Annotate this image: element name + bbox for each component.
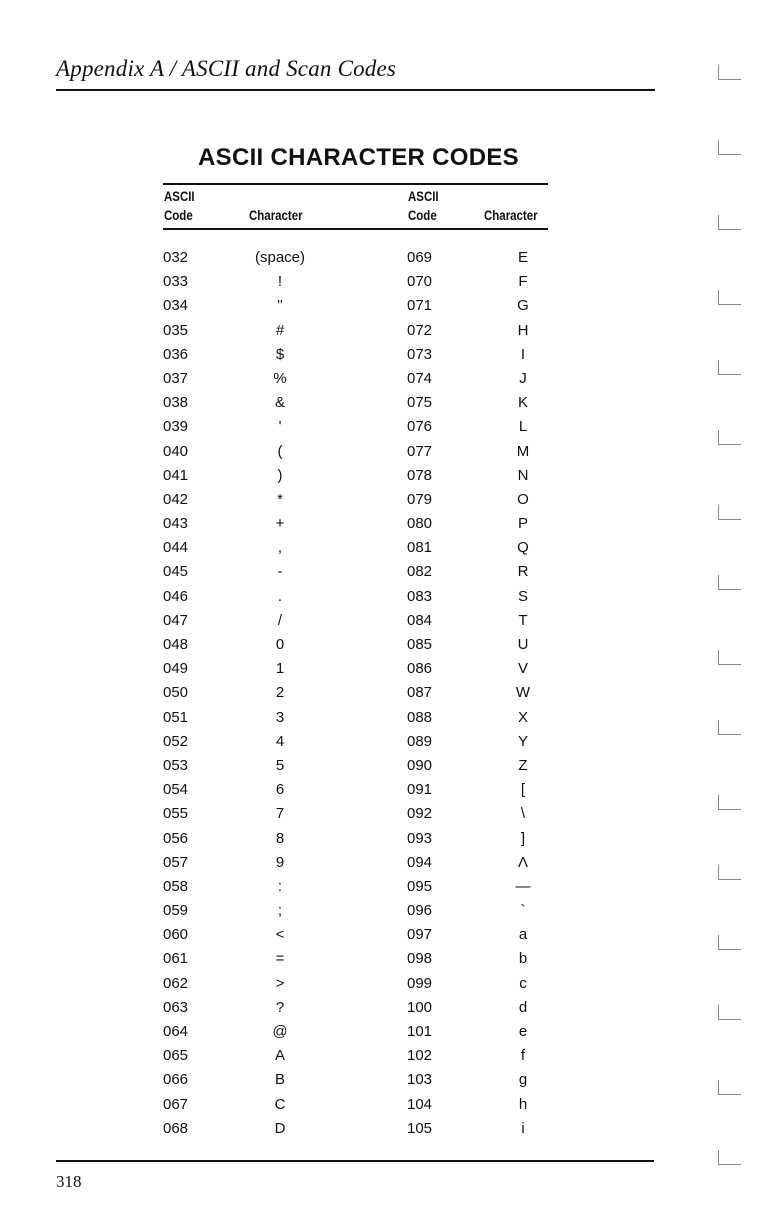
ascii-code-cell: 055 xyxy=(163,805,189,823)
character-cell: h xyxy=(518,1095,528,1113)
ascii-code-cell: 035 xyxy=(163,321,189,339)
character-cell: W xyxy=(515,684,531,702)
ascii-code-cell: 056 xyxy=(163,829,189,847)
table-header-rule xyxy=(163,228,548,230)
character-cell: C xyxy=(274,1095,286,1113)
header-right-code-line1: ASCII xyxy=(408,188,439,204)
character-cell: 1 xyxy=(275,660,285,678)
table-row xyxy=(0,901,768,925)
character-cell: Z xyxy=(518,756,528,774)
character-cell: G xyxy=(517,297,529,315)
character-cell: * xyxy=(277,490,283,508)
character-cell: \ xyxy=(520,805,526,823)
character-cell: B xyxy=(274,1071,285,1089)
table-row xyxy=(0,925,768,949)
character-cell: T xyxy=(518,611,528,629)
character-cell: ) xyxy=(277,466,283,484)
character-cell: c xyxy=(519,974,527,992)
character-cell: i xyxy=(521,1119,525,1137)
character-cell: 3 xyxy=(275,708,285,726)
ascii-code-cell: 104 xyxy=(407,1095,433,1113)
character-cell: 6 xyxy=(275,781,285,799)
table-row xyxy=(0,1119,768,1143)
ascii-table-body xyxy=(0,248,768,1143)
ascii-code-cell: 074 xyxy=(407,369,433,387)
ascii-code-cell: 087 xyxy=(407,684,433,702)
table-row xyxy=(0,974,768,998)
ascii-code-cell: 057 xyxy=(163,853,189,871)
character-cell: / xyxy=(277,611,283,629)
ascii-code-cell: 060 xyxy=(163,926,189,944)
ascii-code-cell: 049 xyxy=(163,660,189,678)
ascii-code-cell: 075 xyxy=(407,394,433,412)
character-cell: ` xyxy=(520,902,526,920)
character-cell: Q xyxy=(517,539,529,557)
footer-rule xyxy=(56,1160,654,1162)
ascii-code-cell: 085 xyxy=(407,636,433,653)
ascii-code-cell: 069 xyxy=(407,249,433,266)
table-row xyxy=(0,345,768,369)
ascii-code-cell: 032 xyxy=(163,249,189,266)
ascii-code-cell: 083 xyxy=(407,587,433,605)
ascii-code-cell: 046 xyxy=(163,587,189,605)
header-right-character: Character xyxy=(484,207,538,223)
ascii-code-cell: 094 xyxy=(407,853,433,871)
character-cell: d xyxy=(518,998,528,1016)
ascii-code-cell: 044 xyxy=(163,539,189,557)
ascii-code-cell: 034 xyxy=(163,297,189,315)
character-cell: @ xyxy=(272,1023,288,1040)
ascii-code-cell: 103 xyxy=(407,1071,433,1089)
character-cell: 2 xyxy=(275,684,285,702)
character-cell: f xyxy=(520,1047,526,1065)
table-row xyxy=(0,611,768,635)
table-row xyxy=(0,393,768,417)
ascii-code-cell: 084 xyxy=(407,611,433,629)
ascii-code-cell: 050 xyxy=(163,684,189,702)
ascii-code-cell: 045 xyxy=(163,563,189,581)
character-cell: R xyxy=(517,563,529,581)
character-cell: $ xyxy=(275,345,285,363)
table-row xyxy=(0,321,768,345)
ascii-code-cell: 095 xyxy=(407,877,433,895)
ascii-code-cell: 033 xyxy=(163,273,189,291)
character-cell: 7 xyxy=(275,805,285,823)
ascii-code-cell: 080 xyxy=(407,515,433,533)
ascii-code-cell: 096 xyxy=(407,902,433,920)
table-row xyxy=(0,248,768,272)
table-row xyxy=(0,1046,768,1070)
character-cell: b xyxy=(518,950,528,968)
table-top-rule xyxy=(163,183,548,185)
header-left-character: Character xyxy=(249,207,303,223)
table-row xyxy=(0,659,768,683)
ascii-code-cell: 064 xyxy=(163,1023,189,1040)
table-row xyxy=(0,442,768,466)
ascii-code-cell: 067 xyxy=(163,1095,189,1113)
character-cell: I xyxy=(520,345,526,363)
header-rule xyxy=(56,89,655,91)
character-cell: 0 xyxy=(275,636,285,653)
character-cell: ? xyxy=(275,998,285,1016)
running-header: Appendix A / ASCII and Scan Codes xyxy=(56,56,397,81)
character-cell: ; xyxy=(277,902,283,920)
ascii-code-cell: 052 xyxy=(163,732,189,750)
character-cell: g xyxy=(518,1071,528,1089)
character-cell: . xyxy=(277,587,283,605)
table-row xyxy=(0,296,768,320)
character-cell: Y xyxy=(517,732,528,750)
ascii-code-cell: 054 xyxy=(163,781,189,799)
character-cell: K xyxy=(517,394,528,412)
character-cell: , xyxy=(277,539,283,557)
ascii-code-cell: 102 xyxy=(407,1047,433,1065)
header-right-code-line2: Code xyxy=(408,207,437,223)
table-row xyxy=(0,635,768,659)
ascii-code-cell: 038 xyxy=(163,394,189,412)
character-cell: U xyxy=(517,636,529,653)
table-row xyxy=(0,708,768,732)
ascii-code-cell: 099 xyxy=(407,974,433,992)
character-cell: 9 xyxy=(275,853,285,871)
ascii-code-cell: 047 xyxy=(163,611,189,629)
table-row xyxy=(0,877,768,901)
character-cell: & xyxy=(274,394,285,412)
ascii-code-cell: 079 xyxy=(407,490,433,508)
ascii-code-cell: 041 xyxy=(163,466,189,484)
table-row xyxy=(0,949,768,973)
ascii-code-cell: 070 xyxy=(407,273,433,291)
character-cell: X xyxy=(517,708,528,726)
ascii-code-cell: 091 xyxy=(407,781,433,799)
ascii-code-cell: 037 xyxy=(163,369,189,387)
ascii-code-cell: 078 xyxy=(407,466,433,484)
table-row xyxy=(0,780,768,804)
table-row xyxy=(0,587,768,611)
ascii-code-cell: 068 xyxy=(163,1119,189,1137)
ascii-code-cell: 090 xyxy=(407,756,433,774)
character-cell: : xyxy=(277,877,283,895)
character-cell: Λ xyxy=(517,853,529,871)
ascii-code-cell: 059 xyxy=(163,902,189,920)
character-cell: O xyxy=(517,490,529,508)
character-cell: > xyxy=(275,974,285,992)
ascii-code-cell: 093 xyxy=(407,829,433,847)
ascii-code-cell: 065 xyxy=(163,1047,189,1065)
character-cell: N xyxy=(517,466,529,484)
ascii-code-cell: 051 xyxy=(163,708,189,726)
character-cell: % xyxy=(273,369,287,387)
character-cell: = xyxy=(275,950,285,968)
character-cell: V xyxy=(517,660,528,678)
character-cell: F xyxy=(518,273,528,291)
character-cell: e xyxy=(518,1023,528,1040)
ascii-code-cell: 073 xyxy=(407,345,433,363)
table-row xyxy=(0,1070,768,1094)
ascii-code-cell: 053 xyxy=(163,756,189,774)
character-cell: + xyxy=(275,515,285,533)
character-cell: L xyxy=(518,418,528,436)
table-row xyxy=(0,514,768,538)
ascii-code-cell: 066 xyxy=(163,1071,189,1089)
table-row xyxy=(0,417,768,441)
table-row xyxy=(0,804,768,828)
character-cell: ] xyxy=(520,829,526,847)
character-cell: '' xyxy=(277,297,283,315)
ascii-code-cell: 058 xyxy=(163,877,189,895)
ascii-code-cell: 092 xyxy=(407,805,433,823)
character-cell: P xyxy=(517,515,528,533)
ascii-code-cell: 100 xyxy=(407,998,433,1016)
table-row xyxy=(0,369,768,393)
page-title: ASCII CHARACTER CODES xyxy=(198,144,519,171)
ascii-code-cell: 089 xyxy=(407,732,433,750)
table-row xyxy=(0,756,768,780)
table-row xyxy=(0,853,768,877)
character-cell: H xyxy=(517,321,529,339)
ascii-code-cell: 048 xyxy=(163,636,189,653)
ascii-code-cell: 072 xyxy=(407,321,433,339)
character-cell: (space) xyxy=(254,249,306,266)
ascii-code-cell: 043 xyxy=(163,515,189,533)
table-row xyxy=(0,466,768,490)
ascii-code-cell: 098 xyxy=(407,950,433,968)
character-cell: < xyxy=(275,926,285,944)
character-cell: — xyxy=(515,877,531,895)
character-cell: 5 xyxy=(275,756,285,774)
character-cell: a xyxy=(518,926,528,944)
character-cell: D xyxy=(274,1119,286,1137)
character-cell: 8 xyxy=(275,829,285,847)
ascii-code-cell: 101 xyxy=(407,1023,433,1040)
margin-scan-marks xyxy=(718,110,748,1170)
ascii-code-cell: 076 xyxy=(407,418,433,436)
ascii-code-cell: 077 xyxy=(407,442,433,460)
ascii-code-cell: 036 xyxy=(163,345,189,363)
ascii-code-cell: 081 xyxy=(407,539,433,557)
ascii-code-cell: 039 xyxy=(163,418,189,436)
character-cell: ! xyxy=(277,273,283,291)
ascii-code-cell: 063 xyxy=(163,998,189,1016)
character-cell: S xyxy=(517,587,528,605)
table-row xyxy=(0,272,768,296)
character-cell: - xyxy=(277,563,283,581)
character-cell: [ xyxy=(520,781,526,799)
ascii-code-cell: 071 xyxy=(407,297,433,315)
page-number: 318 xyxy=(56,1172,82,1191)
table-row xyxy=(0,732,768,756)
header-left-code-line1: ASCII xyxy=(164,188,195,204)
ascii-code-cell: 088 xyxy=(407,708,433,726)
table-row xyxy=(0,490,768,514)
character-cell: # xyxy=(275,321,285,339)
ascii-code-cell: 062 xyxy=(163,974,189,992)
character-cell: A xyxy=(274,1047,285,1065)
table-row xyxy=(0,538,768,562)
ascii-code-cell: 105 xyxy=(407,1119,433,1137)
table-row xyxy=(0,829,768,853)
ascii-code-cell: 082 xyxy=(407,563,433,581)
table-row xyxy=(0,998,768,1022)
ascii-code-cell: 040 xyxy=(163,442,189,460)
ascii-code-cell: 042 xyxy=(163,490,189,508)
ascii-code-cell: 097 xyxy=(407,926,433,944)
character-cell: 4 xyxy=(275,732,285,750)
character-cell: M xyxy=(516,442,530,460)
table-row xyxy=(0,562,768,586)
ascii-code-cell: 061 xyxy=(163,950,189,968)
table-row xyxy=(0,1022,768,1046)
table-row xyxy=(0,1095,768,1119)
character-cell: E xyxy=(517,249,528,266)
table-row xyxy=(0,683,768,707)
character-cell: ' xyxy=(278,418,282,436)
character-cell: ( xyxy=(277,442,283,460)
character-cell: J xyxy=(519,369,527,387)
ascii-code-cell: 086 xyxy=(407,660,433,678)
header-left-code-line2: Code xyxy=(164,207,193,223)
